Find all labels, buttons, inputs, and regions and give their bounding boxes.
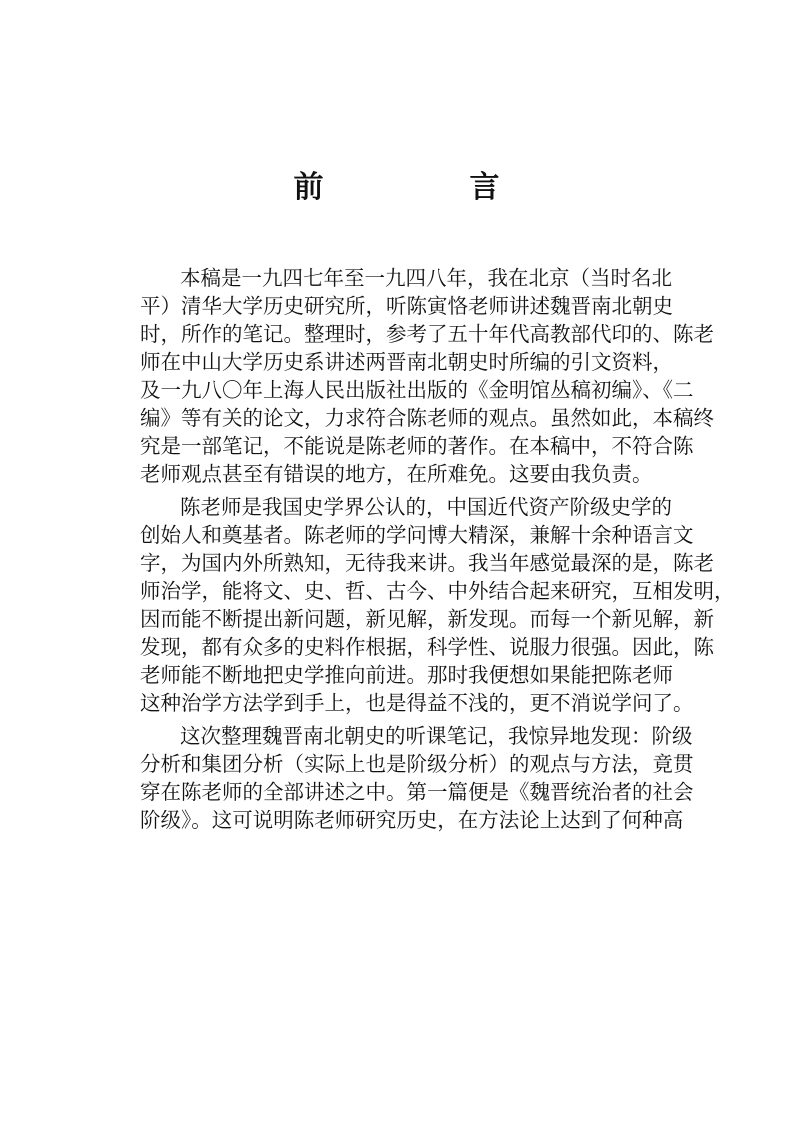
text-line: 编》等有关的论文，力求符合陈老师的观点。虽然如此，本稿终 <box>140 406 714 430</box>
text-line: 这次整理魏晋南北朝史的听课笔记，我惊异地发现：阶级 <box>180 724 693 748</box>
text-line: 这种治学方法学到手上，也是得益不浅的，更不消说学问了。 <box>140 691 694 715</box>
text-line: 陈老师是我国史学界公认的，中国近代资产阶级史学的 <box>180 495 672 519</box>
text-line: 师在中山大学历史系讲述两晋南北朝史时所编的引文资料， <box>140 350 673 374</box>
text-line: 平）清华大学历史研究所，听陈寅恪老师讲述魏晋南北朝史 <box>140 294 673 318</box>
text-line: 因而能不断提出新问题，新见解，新发现。而每一个新见解，新 <box>140 607 714 631</box>
text-line: 本稿是一九四七年至一九四八年，我在北京（当时名北 <box>180 266 672 290</box>
text-line: 老师观点甚至有错误的地方，在所难免。这要由我负责。 <box>140 462 653 486</box>
paragraph-3 <box>140 722 694 834</box>
page-title: 前 言 <box>293 170 558 205</box>
paragraph-1 <box>140 264 714 488</box>
text-line: 阶级》。这可说明陈老师研究历史，在方法论上达到了何种高 <box>140 808 684 832</box>
body-text <box>140 264 735 839</box>
text-line: 时，所作的笔记。整理时，参考了五十年代高教部代印的、陈老 <box>140 322 714 346</box>
text-line: 师治学，能将文、史、哲、古今、中外结合起来研究，互相发明， <box>140 579 735 603</box>
text-line: 分析和集团分析（实际上也是阶级分析）的观点与方法，竟贯 <box>140 752 694 776</box>
text-line: 及一九八〇年上海人民出版社出版的《金明馆丛稿初编》、《二 <box>140 378 694 402</box>
text-line: 穿在陈老师的全部讲述之中。第一篇便是《魏晋统治者的社会 <box>140 780 694 804</box>
text-line: 创始人和奠基者。陈老师的学问博大精深，兼解十余种语言文 <box>140 523 694 547</box>
text-line: 老师能不断地把史学推向前进。那时我便想如果能把陈老师 <box>140 663 673 687</box>
text-line: 究是一部笔记，不能说是陈老师的著作。在本稿中，不符合陈 <box>140 434 694 458</box>
paragraph-2 <box>140 493 735 717</box>
text-line: 发现，都有众多的史料作根据，科学性、说服力很强。因此，陈 <box>140 635 714 659</box>
text-line: 字，为国内外所熟知，无待我来讲。我当年感觉最深的是，陈老 <box>140 551 714 575</box>
